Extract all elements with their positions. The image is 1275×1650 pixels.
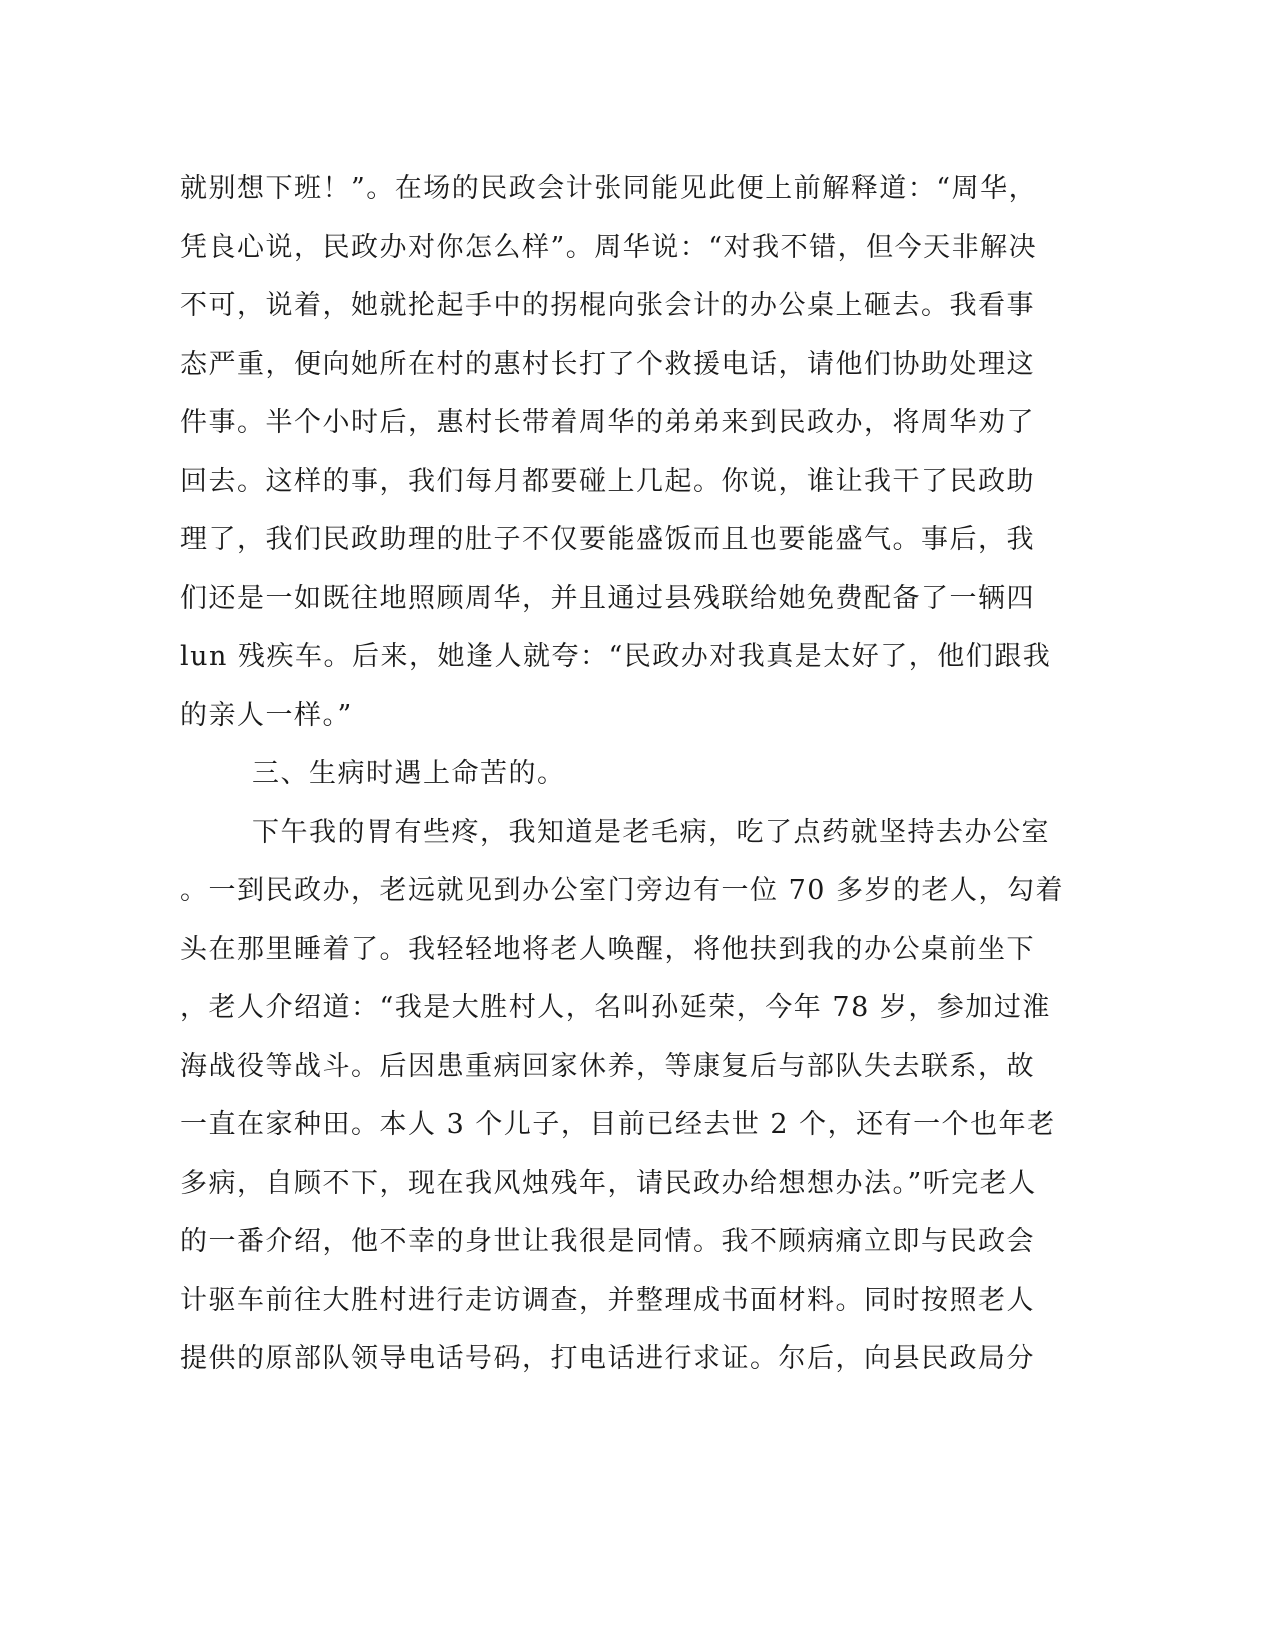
text-line: 就别想下班！”。在场的民政会计张同能见此便上前解释道：“周华， <box>180 173 1038 204</box>
text-line: 的亲人一样。” <box>180 699 353 731</box>
text-line: 计驱车前往大胜村进行走访调查，并整理成书面材料。同时按照老人 <box>180 1284 1035 1316</box>
text-line: 回去。这样的事，我们每月都要碰上几起。你说，谁让我干了民政助 <box>180 465 1035 497</box>
text-line: 态严重，便向她所在村的惠村长打了个救援电话，请他们协助处理这 <box>180 348 1035 380</box>
text-line: 海战役等战斗。后因患重病回家休养，等康复后与部队失去联系，故 <box>180 1050 1035 1082</box>
text-line: lun 残疾车。后来，她逢人就夸：“民政办对我真是太好了，他们跟我 <box>180 641 1052 672</box>
text-line: 不可，说着，她就抡起手中的拐棍向张会计的办公桌上砸去。我看事 <box>180 290 1035 321</box>
text-line: 头在那里睡着了。我轻轻地将老人唤醒，将他扶到我的办公桌前坐下 <box>180 933 1035 965</box>
body-text <box>180 160 1065 1389</box>
text-line: ，老人介绍道：“我是大胜村人，名叫孙延荣，今年 78 岁，参加过淮 <box>180 992 1051 1023</box>
text-line: 的一番介绍，他不幸的身世让我很是同情。我不顾病痛立即与民政会 <box>180 1226 1035 1257</box>
text-line: 多病，自顾不下，现在我风烛残年，请民政办给想想办法。”听完老人 <box>180 1167 1037 1199</box>
text-line: 凭良心说，民政办对你怎么样”。周华说：“对我不错，但今天非解决 <box>180 231 1038 263</box>
text-line: 理了，我们民政助理的肚子不仅要能盛饭而且也要能盛气。事后，我 <box>180 524 1035 555</box>
text-line: 一直在家种田。本人 3 个儿子，目前已经去世 2 个，还有一个也年老 <box>180 1109 1056 1140</box>
text-line: 三、生病时遇上命苦的。 <box>252 758 566 789</box>
text-line: 。一到民政办，老远就见到办公室门旁边有一位 70 多岁的老人，勾着 <box>180 875 1065 906</box>
text-line: 们还是一如既往地照顾周华，并且通过县残联给她免费配备了一辆四 <box>180 582 1035 614</box>
text-line: 下午我的胃有些疼，我知道是老毛病，吃了点药就坚持去办公室 <box>252 816 1050 848</box>
text-line: 提供的原部队领导电话号码，打电话进行求证。尔后，向县民政局分 <box>180 1343 1035 1374</box>
text-line: 件事。半个小时后，惠村长带着周华的弟弟来到民政办，将周华劝了 <box>180 407 1035 438</box>
